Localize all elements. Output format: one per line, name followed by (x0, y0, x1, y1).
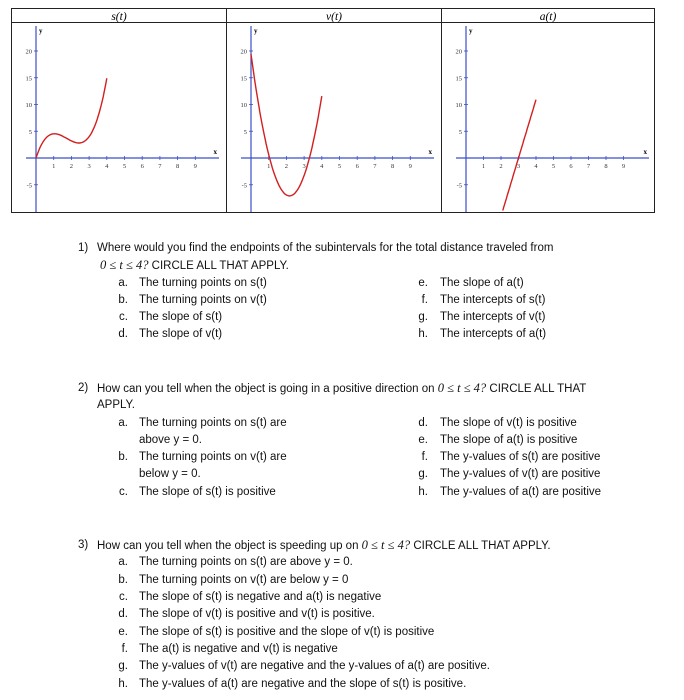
y-axis-label: y (469, 27, 473, 35)
q2-option-letter: g. (418, 468, 428, 480)
x-axis-label: x (428, 148, 432, 156)
x-tick-label: 8 (175, 163, 180, 170)
x-tick-label: 6 (355, 163, 359, 170)
q2-option-text: The y-values of a(t) are positive (440, 486, 602, 498)
q2-option-text: The y-values of s(t) are positive (440, 451, 601, 463)
x-tick-label: 7 (158, 163, 162, 170)
y-axis-label: y (39, 27, 43, 35)
y-tick-label: 10 (455, 102, 462, 109)
graphs-panel (11, 8, 655, 213)
y-tick-label: 20 (240, 48, 247, 56)
y-tick-label: -5 (26, 182, 32, 190)
x-tick-label: 5 (337, 163, 342, 170)
x-axis-label: x (643, 148, 647, 156)
q1-option-letter: g. (418, 311, 428, 323)
y-tick-label: 10 (240, 102, 247, 109)
x-tick-label: 9 (621, 163, 626, 170)
x-tick-label: 6 (569, 163, 573, 170)
q2-option-text: The slope of v(t) is positive (440, 417, 577, 429)
graph-s-of-t (26, 26, 220, 212)
x-tick-label: 5 (551, 163, 556, 170)
x-tick-label: 1 (52, 163, 56, 170)
x-tick-label: 3 (516, 163, 521, 170)
q1-option-text: The slope of s(t) (139, 311, 223, 323)
q2-option-letter: h. (418, 486, 428, 498)
x-tick-label: 4 (320, 163, 324, 170)
question-1-stem-line2 (100, 257, 289, 275)
q2-option-letter: c. (119, 486, 128, 498)
question-3-stem-text: How can you tell when the object is speeding up on (97, 540, 362, 552)
q2-option-text-cont: above y = 0. (139, 434, 202, 446)
question-3-interval: 0 ≤ t ≤ 4? (361, 538, 411, 552)
q2-option-letter: e. (418, 434, 428, 446)
x-tick-label: 8 (390, 163, 395, 170)
question-1-number: 1) (78, 242, 89, 254)
y-axis-label: y (254, 27, 258, 35)
x-tick-label: 1 (267, 163, 271, 170)
q3-option-letter: f. (121, 643, 128, 655)
y-tick-label: 5 (28, 128, 32, 136)
q1-option-letter: b. (118, 294, 128, 306)
q3-option-letter: b. (118, 573, 128, 586)
q1-option-text: The turning points on s(t) (139, 277, 267, 289)
q1-option-text: The intercepts of a(t) (440, 328, 547, 340)
question-2-instruction: CIRCLE ALL THAT (486, 383, 587, 395)
q1-option-letter: f. (421, 294, 428, 306)
q2-option-text-cont: below y = 0. (139, 468, 201, 480)
q2-option-letter: b. (118, 451, 128, 463)
x-tick-label: 8 (604, 163, 608, 170)
graph-title-s: s(t) (111, 11, 127, 23)
x-tick-label: 9 (193, 163, 197, 170)
q3-option-text: The slope of s(t) is positive and the slope of v(t) is positive (139, 625, 435, 638)
x-tick-label: 3 (87, 163, 91, 170)
q3-option-text: The slope of v(t) is positive and v(t) is positive. (139, 608, 375, 620)
q2-option-text: The turning points on v(t) are (139, 451, 287, 463)
q1-option-text: The slope of a(t) (440, 277, 524, 289)
question-1-interval: 0 ≤ t ≤ 4? (100, 258, 149, 272)
q1-option-letter: c. (119, 311, 128, 323)
q2-option-text: The y-values of v(t) are positive (440, 468, 601, 480)
curve-s (36, 78, 107, 158)
q3-option-letter: h. (118, 677, 128, 690)
q3-option-text: The turning points on s(t) are above y = 0. (139, 556, 353, 568)
x-tick-label: 2 (284, 163, 289, 170)
y-tick-label: 20 (25, 48, 32, 56)
x-tick-label: 4 (534, 163, 538, 170)
x-tick-label: 7 (586, 163, 591, 170)
q1-option-letter: d. (118, 328, 128, 340)
y-tick-label: 15 (240, 75, 247, 83)
curve-v (251, 54, 322, 196)
question-2-stem-line2: APPLY. (97, 399, 135, 411)
q1-option-text: The turning points on v(t) (139, 294, 267, 306)
q1-option-text: The intercepts of s(t) (440, 294, 546, 306)
q3-option-text: The a(t) is negative and v(t) is negative (139, 643, 338, 655)
x-axis-label: x (213, 148, 217, 156)
q1-option-text: The slope of v(t) (139, 328, 223, 340)
q1-option-letter: a. (118, 277, 128, 289)
y-tick-label: 10 (25, 102, 32, 109)
q1-option-text: The intercepts of v(t) (440, 311, 546, 323)
q3-option-text: The y-values of v(t) are negative and the y-values of a(t) are positive. (139, 660, 490, 672)
x-tick-label: 7 (373, 163, 377, 170)
curve-a (503, 100, 536, 211)
graph-v-of-t (241, 26, 435, 212)
q2-option-text: The slope of a(t) is positive (440, 434, 578, 446)
y-tick-label: -5 (456, 182, 462, 190)
q3-option-letter: a. (118, 556, 128, 568)
y-tick-label: 5 (458, 128, 462, 136)
graph-a-of-t (456, 26, 650, 212)
graphs-border (12, 9, 655, 213)
x-tick-label: 2 (499, 163, 503, 170)
question-1-stem: Where would you find the endpoints of the subintervals for the total distance traveled from (97, 242, 554, 254)
x-tick-label: 9 (408, 163, 412, 170)
question-3-stem (97, 537, 551, 555)
q2-option-letter: f. (421, 451, 428, 463)
q3-option-letter: d. (118, 608, 128, 620)
x-tick-label: 5 (122, 163, 127, 170)
question-2-interval: 0 ≤ t ≤ 4? (437, 381, 487, 395)
question-3-instruction: CIRCLE ALL THAT APPLY. (410, 540, 551, 552)
q3-option-text: The y-values of a(t) are negative and the slope of s(t) is positive. (139, 677, 467, 690)
q2-option-letter: a. (118, 417, 128, 429)
y-tick-label: 15 (25, 75, 32, 83)
x-tick-label: 6 (140, 163, 144, 170)
x-tick-label: 3 (302, 163, 306, 170)
q2-option-letter: d. (418, 417, 428, 429)
question-1-instruction: CIRCLE ALL THAT APPLY. (148, 260, 289, 272)
question-2-stem (97, 380, 586, 398)
graph-title-v: v(t) (326, 11, 342, 23)
q3-option-text: The turning points on v(t) are below y = 0 (139, 573, 349, 586)
q3-option-letter: c. (119, 591, 128, 603)
question-2-stem-text: How can you tell when the object is going in a positive direction on (97, 383, 438, 395)
q3-option-text: The slope of s(t) is negative and a(t) is negative (139, 591, 382, 603)
x-tick-label: 1 (481, 163, 486, 170)
graph-title-a: a(t) (539, 11, 557, 23)
q1-option-letter: e. (418, 277, 428, 289)
x-tick-label: 4 (105, 163, 109, 170)
q1-option-letter: h. (418, 328, 428, 340)
q3-option-letter: e. (118, 625, 128, 638)
q3-option-letter: g. (118, 660, 128, 672)
x-tick-label: 2 (69, 163, 74, 170)
y-tick-label: 20 (455, 48, 462, 56)
question-2-number: 2) (78, 382, 89, 394)
y-tick-label: 15 (455, 75, 462, 83)
q2-option-text: The slope of s(t) is positive (139, 486, 276, 498)
y-tick-label: -5 (241, 182, 247, 190)
question-3-number: 3) (78, 539, 89, 551)
q2-option-text: The turning points on s(t) are (139, 417, 287, 429)
y-tick-label: 5 (243, 128, 247, 136)
